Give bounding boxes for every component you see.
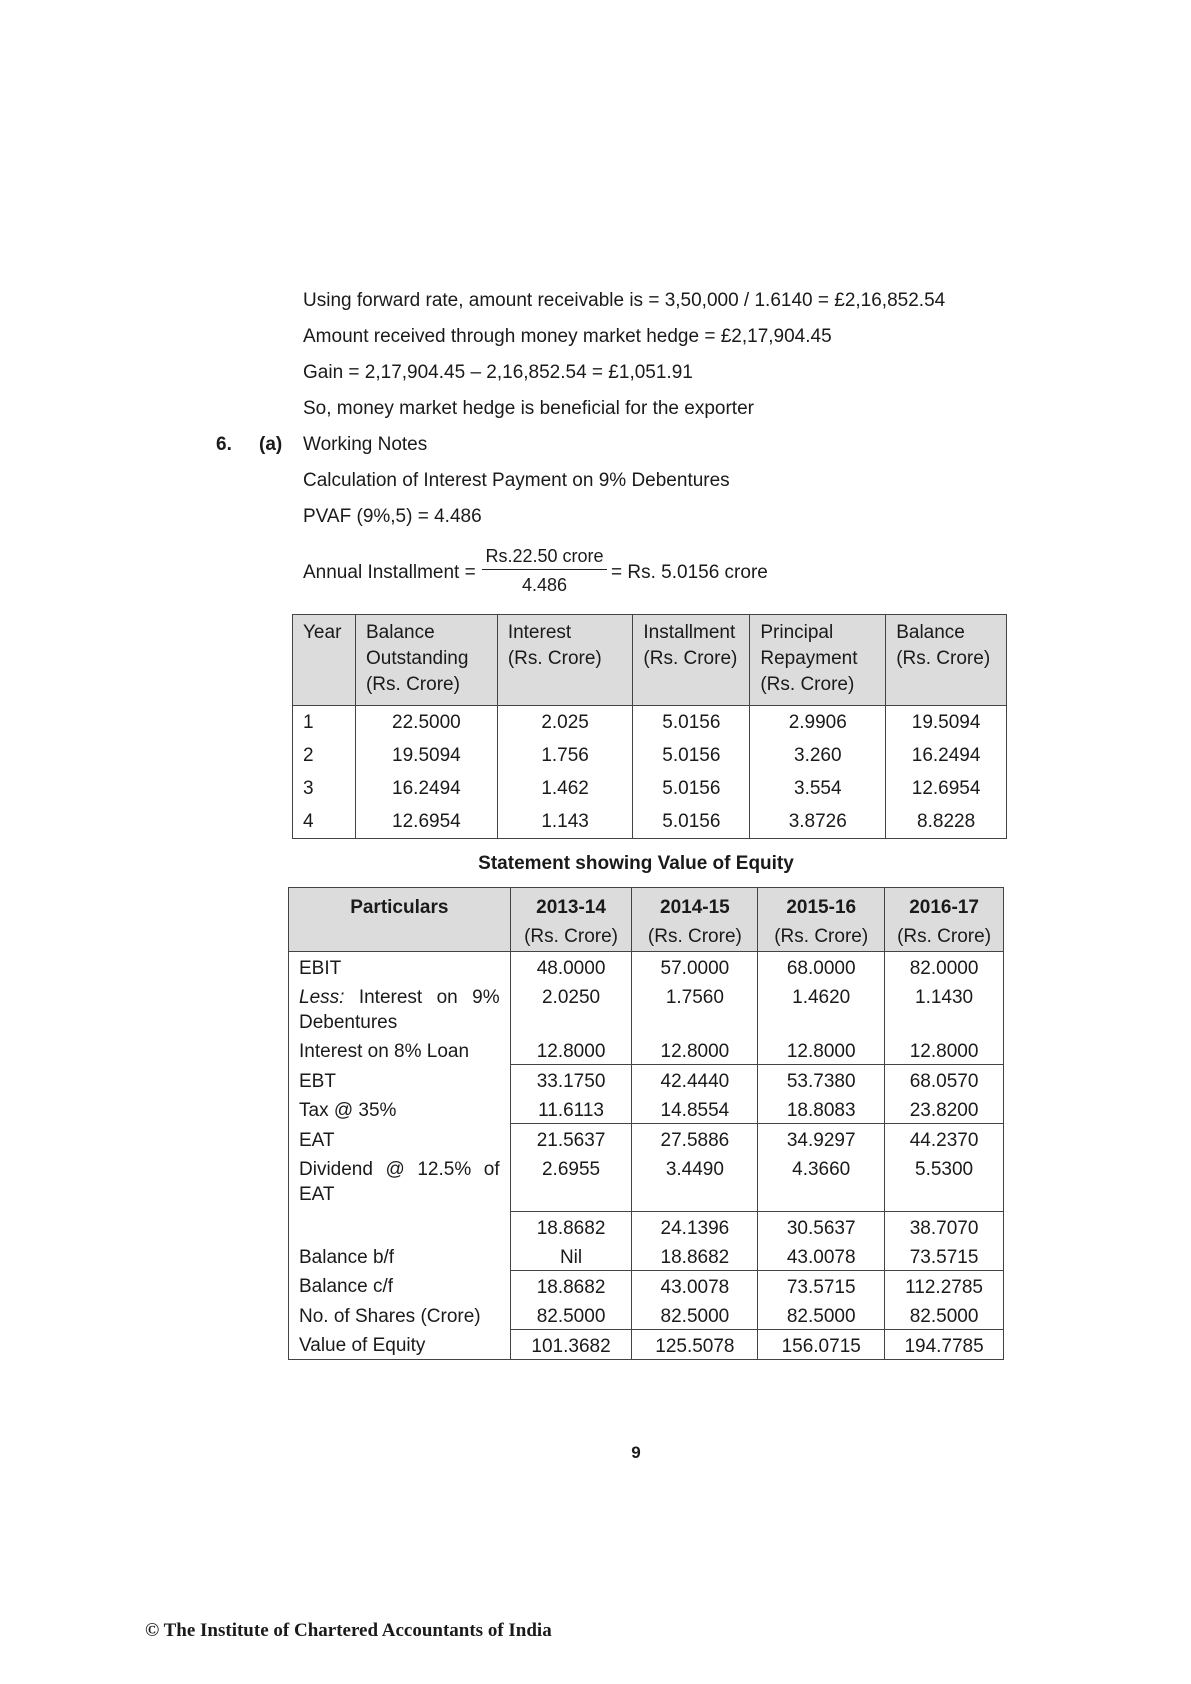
table-row — [289, 1124, 1004, 1154]
value-cell: 1.7560 — [632, 981, 758, 1035]
header-year-2015-16: 2015-16 (Rs. Crore) — [758, 888, 885, 952]
header-interest: Interest (Rs. Crore) — [497, 615, 633, 706]
row-label: Dividend @ 12.5% of EAT — [289, 1153, 511, 1211]
row-label: EBIT — [289, 952, 511, 982]
value-cell: 12.8000 — [758, 1035, 885, 1065]
question-number: 6. — [216, 434, 232, 455]
table-row — [289, 952, 1004, 982]
value-cell: 112.2785 — [885, 1270, 1004, 1300]
value-cell: 73.5715 — [758, 1270, 885, 1300]
working-notes-heading: Working Notes — [303, 434, 428, 455]
value-cell: 194.7785 — [885, 1329, 1004, 1359]
value-cell: 57.0000 — [632, 952, 758, 982]
table-row — [289, 1065, 1004, 1095]
pvaf-text: PVAF (9%,5) = 4.486 — [303, 506, 482, 527]
fraction-numerator: Rs.22.50 crore — [482, 546, 607, 570]
value-cell: 53.7380 — [758, 1065, 885, 1095]
row-label: Balance b/f — [289, 1241, 511, 1271]
header-particulars: Particulars — [289, 888, 511, 952]
value-cell: Nil — [510, 1241, 632, 1271]
header-installment: Installment (Rs. Crore) — [633, 615, 750, 706]
header-balance: Balance (Rs. Crore) — [886, 615, 1007, 706]
header-year-2014-15: 2014-15 (Rs. Crore) — [632, 888, 758, 952]
row-label: Balance c/f — [289, 1270, 511, 1300]
row-label: EAT — [289, 1124, 511, 1154]
header-year-2016-17: 2016-17 (Rs. Crore) — [885, 888, 1004, 952]
row-label — [289, 1211, 511, 1241]
table-row: 1 22.5000 2.025 5.0156 2.9906 19.5094 — [293, 706, 1007, 740]
header-year: Year — [293, 615, 356, 706]
value-cell: 18.8682 — [510, 1211, 632, 1241]
value-cell: 18.8682 — [632, 1241, 758, 1271]
equity-table — [288, 887, 1004, 1360]
equity-header-row — [289, 888, 1004, 952]
value-cell: 1.4620 — [758, 981, 885, 1035]
page-number: 9 — [631, 1443, 641, 1462]
equity-statement-title: Statement showing Value of Equity — [478, 853, 794, 874]
table-row — [289, 1094, 1004, 1124]
value-cell: 68.0000 — [758, 952, 885, 982]
value-cell: 1.1430 — [885, 981, 1004, 1035]
value-cell: 24.1396 — [632, 1211, 758, 1241]
question-part: (a) — [259, 434, 283, 455]
value-cell: 12.8000 — [632, 1035, 758, 1065]
debenture-table — [292, 614, 1007, 839]
value-cell: 5.5300 — [885, 1153, 1004, 1211]
calc-title: Calculation of Interest Payment on 9% Debentures — [303, 470, 730, 491]
value-cell: 73.5715 — [885, 1241, 1004, 1271]
table-row — [289, 1153, 1004, 1211]
table-row — [289, 1211, 1004, 1241]
text-forward-rate: Using forward rate, amount receivable is = 3,50,000 / 1.6140 = £2,16,852.54 — [303, 290, 946, 311]
value-cell: 156.0715 — [758, 1329, 885, 1359]
value-cell: 82.5000 — [632, 1300, 758, 1330]
row-label: Value of Equity — [289, 1329, 511, 1359]
footer-copyright: © The Institute of Chartered Accountants of India — [145, 1620, 552, 1641]
value-cell: 38.7070 — [885, 1211, 1004, 1241]
table-row: 3 16.2494 1.462 5.0156 3.554 12.6954 — [293, 772, 1007, 805]
value-cell: 4.3660 — [758, 1153, 885, 1211]
text-conclusion: So, money market hedge is beneficial for the exporter — [303, 398, 754, 419]
value-cell: 34.9297 — [758, 1124, 885, 1154]
installment-fraction — [482, 546, 607, 596]
value-cell: 68.0570 — [885, 1065, 1004, 1095]
header-principal-repayment: Principal Repayment (Rs. Crore) — [750, 615, 886, 706]
value-cell: 3.4490 — [632, 1153, 758, 1211]
table-row — [289, 1270, 1004, 1300]
value-cell: 2.6955 — [510, 1153, 632, 1211]
value-cell: 23.8200 — [885, 1094, 1004, 1124]
value-cell: 12.8000 — [510, 1035, 632, 1065]
table-row — [289, 1329, 1004, 1359]
value-cell: 82.5000 — [510, 1300, 632, 1330]
header-year-2013-14: 2013-14 (Rs. Crore) — [510, 888, 632, 952]
value-cell: 18.8682 — [510, 1270, 632, 1300]
table-row — [289, 1241, 1004, 1271]
value-cell: 33.1750 — [510, 1065, 632, 1095]
value-cell: 27.5886 — [632, 1124, 758, 1154]
text-gain: Gain = 2,17,904.45 – 2,16,852.54 = £1,051.91 — [303, 362, 693, 383]
value-cell: 12.8000 — [885, 1035, 1004, 1065]
value-cell: 48.0000 — [510, 952, 632, 982]
row-label: Interest on 8% Loan — [289, 1035, 511, 1065]
value-cell: 42.4440 — [632, 1065, 758, 1095]
text-money-market-amount: Amount received through money market hedge = £2,17,904.45 — [303, 326, 832, 347]
row-label: No. of Shares (Crore) — [289, 1300, 511, 1330]
table-row: 4 12.6954 1.143 5.0156 3.8726 8.8228 — [293, 805, 1007, 839]
value-cell: 82.5000 — [758, 1300, 885, 1330]
installment-result: = Rs. 5.0156 crore — [611, 562, 768, 583]
value-cell: 125.5078 — [632, 1329, 758, 1359]
value-cell: 11.6113 — [510, 1094, 632, 1124]
value-cell: 82.5000 — [885, 1300, 1004, 1330]
header-balance-outstanding: Balance Outstanding (Rs. Crore) — [355, 615, 497, 706]
table-row — [289, 1300, 1004, 1330]
installment-label: Annual Installment = — [303, 562, 476, 583]
fraction-denominator: 4.486 — [521, 575, 568, 595]
value-cell: 44.2370 — [885, 1124, 1004, 1154]
row-label: Less: Interest on 9% Debentures — [289, 981, 511, 1035]
table-row — [289, 981, 1004, 1035]
value-cell: 14.8554 — [632, 1094, 758, 1124]
value-cell: 82.0000 — [885, 952, 1004, 982]
debenture-header-row — [293, 615, 1007, 706]
value-cell: 43.0078 — [632, 1270, 758, 1300]
table-row — [289, 1035, 1004, 1065]
value-cell: 2.0250 — [510, 981, 632, 1035]
value-cell: 21.5637 — [510, 1124, 632, 1154]
value-cell: 30.5637 — [758, 1211, 885, 1241]
value-cell: 18.8083 — [758, 1094, 885, 1124]
value-cell: 101.3682 — [510, 1329, 632, 1359]
value-cell: 43.0078 — [758, 1241, 885, 1271]
row-label: EBT — [289, 1065, 511, 1095]
table-row: 2 19.5094 1.756 5.0156 3.260 16.2494 — [293, 739, 1007, 772]
row-label: Tax @ 35% — [289, 1094, 511, 1124]
